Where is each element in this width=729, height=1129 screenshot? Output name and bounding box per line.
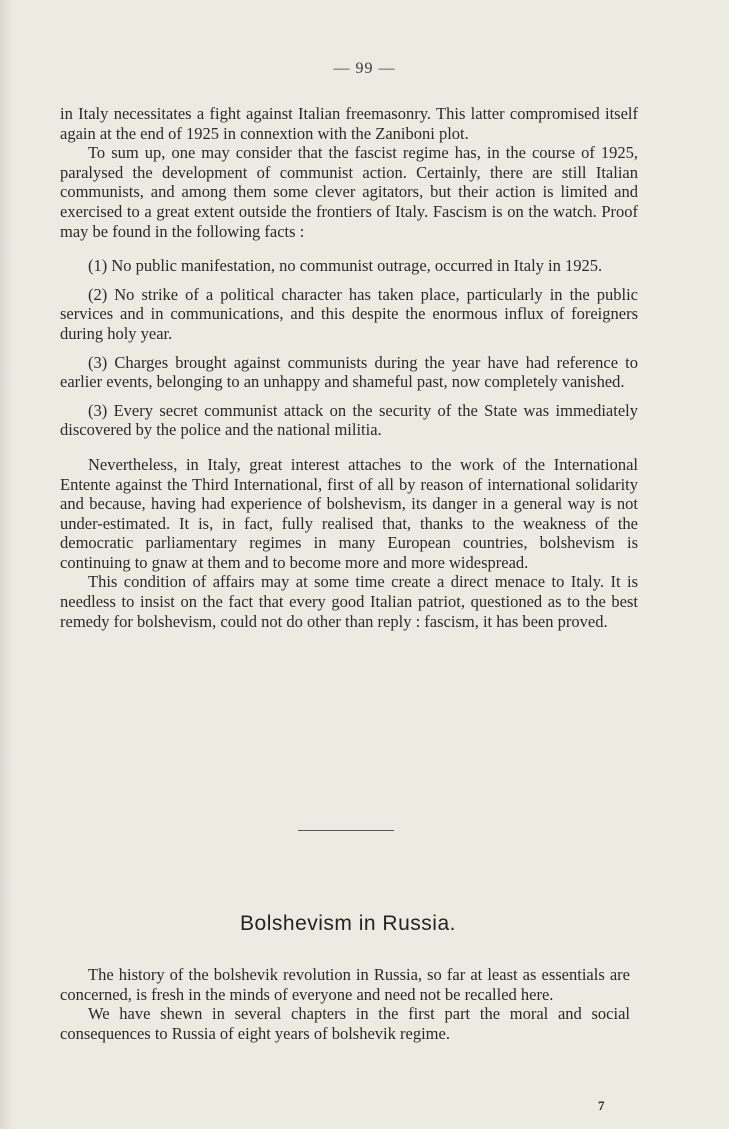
section-title: Bolshevism in Russia.: [240, 912, 456, 935]
list-item: (2) No strike of a political character has taken place, particularly in the public services and in communications, and this despite the enormous influx of foreigners during holy year.: [60, 284, 638, 343]
paragraph: The history of the bolshevik revolution in Russia, so far at least as essentials are concerned, is fresh in the minds of everyone and need not be recalled here.: [60, 965, 630, 1004]
paragraph: in Italy necessitates a fight against Italian freemasonry. This latter compromised itself again at the end of 1925 in connextion with the Zaniboni plot.: [60, 104, 638, 143]
page-edge-shadow: [0, 0, 14, 1129]
main-text: [60, 104, 638, 631]
page-number: — 99 —: [333, 60, 396, 77]
list-item: (1) No public manifestation, no communist outrage, occurred in Italy in 1925.: [88, 256, 603, 276]
signature-mark: 7: [598, 1098, 605, 1113]
list-item: (3) Every secret communist attack on the security of the State was immediately discovered by the police and the national militia.: [60, 400, 638, 440]
section-divider: [298, 830, 394, 831]
paragraph: This condition of affairs may at some time create a direct menace to Italy. It is needless to insist on the fact that every good Italian patriot, questioned as to the best remedy for bolshevism, could not do other than reply : fascism, it has been proved.: [60, 572, 638, 631]
paragraph: We have shewn in several chapters in the first part the moral and social consequences to Russia of eight years of bolshevik regime.: [60, 1004, 630, 1043]
section-text: [60, 965, 630, 1043]
list-item: (3) Charges brought against communists during the year have had reference to earlier events, belonging to an unhappy and shameful past, now completely vanished.: [60, 352, 638, 392]
paragraph: To sum up, one may consider that the fascist regime has, in the course of 1925, paralysed the development of communist action. Certainly, there are still Italian communists, and among them some clever agitators, but their action is limited and exercised to a great extent outside the frontiers of Italy. Fascism is on the watch. Proof may be found in the following facts :: [60, 143, 638, 241]
paragraph: Nevertheless, in Italy, great interest attaches to the work of the International Entente against the Third International, first of all by reason of international solidarity and because, having had experience of bolshevism, its danger in a general way is not under-estimated. It is, in fact, fully realised that, thanks to the weakness of the democratic parliamentary regimes in many European countries, bolshevism is continuing to gnaw at them and to become more and more widespread.: [60, 454, 638, 572]
